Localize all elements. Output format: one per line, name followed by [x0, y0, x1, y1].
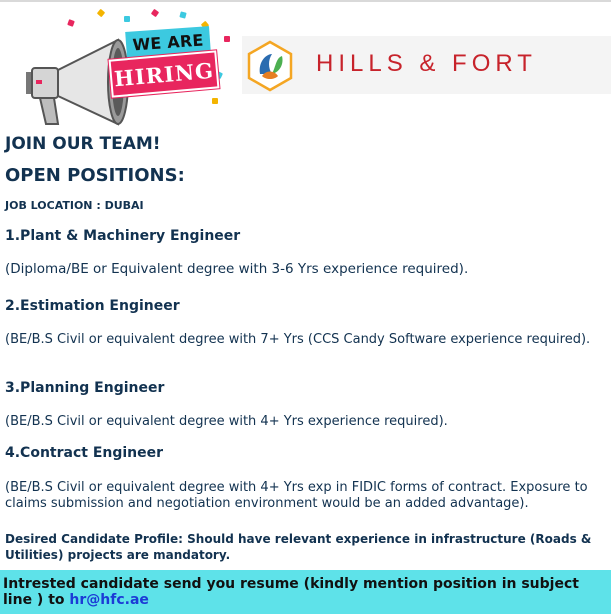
open-positions-heading: OPEN POSITIONS:	[5, 165, 185, 186]
hills-and-fort-logo	[246, 40, 294, 92]
position-title: 1.Plant & Machinery Engineer	[5, 228, 241, 244]
footer-text: Intrested candidate send you resume (kindly mention position in subject line ) to	[3, 576, 579, 608]
confetti	[179, 11, 186, 18]
position-requirement: (BE/B.S Civil or equivalent degree with 7+ Yrs (CCS Candy Software experience required).	[5, 332, 591, 347]
hiring-text: HIRING	[113, 57, 215, 91]
position-title: 2.Estimation Engineer	[5, 298, 180, 314]
position-title: 4.Contract Engineer	[5, 445, 164, 461]
join-heading: JOIN OUR TEAM!	[5, 134, 161, 154]
candidate-profile: Desired Candidate Profile: Should have relevant experience in infrastructure (Roads & Utilities) projects are mandatory.	[5, 532, 592, 562]
hiring-ribbon	[109, 50, 220, 97]
company-logo-bar	[242, 36, 611, 94]
confetti	[224, 36, 230, 42]
confetti	[151, 9, 159, 17]
confetti	[97, 9, 105, 17]
confetti	[212, 98, 218, 104]
contact-footer	[0, 570, 611, 614]
email-link[interactable]: hr@hfc.ae	[69, 592, 149, 608]
company-name: HILLS & FORT	[316, 50, 537, 77]
position-requirement: (Diploma/BE or Equivalent degree with 3-6 Yrs experience required).	[5, 261, 469, 277]
confetti	[124, 16, 130, 22]
position-requirement: (BE/B.S Civil or equivalent degree with 4+ Yrs experience required).	[5, 414, 448, 429]
job-location: JOB LOCATION : DUBAI	[5, 199, 144, 212]
we-are-text: WE ARE	[131, 30, 205, 54]
hiring-banner-graphic	[2, 2, 239, 138]
position-requirement: (BE/B.S Civil or equivalent degree with 4+ Yrs exp in FIDIC forms of contract. Exposure to claims submission and negotiation environment would be an added advantage).	[5, 480, 588, 511]
position-title: 3.Planning Engineer	[5, 380, 165, 396]
footer-message	[3, 576, 603, 608]
